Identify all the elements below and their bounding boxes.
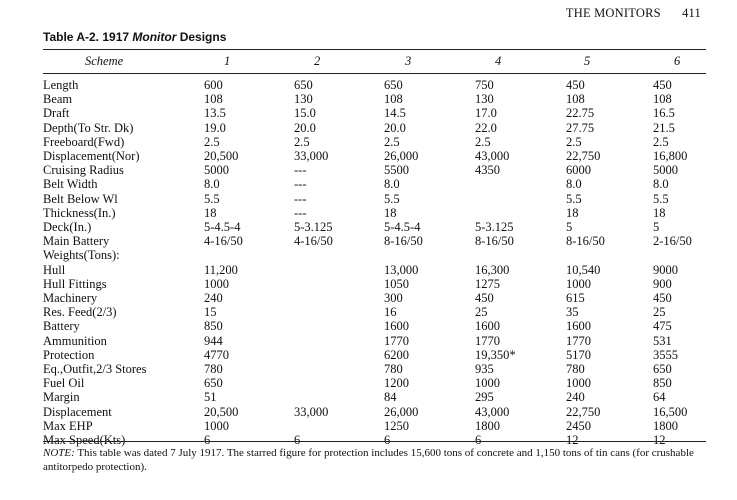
table-cell: 1000	[204, 418, 229, 433]
table-cell: 14.5	[384, 106, 406, 121]
table-cell: 240	[204, 291, 223, 306]
table-cell: 27.75	[566, 120, 595, 135]
row-label: Cruising Radius	[43, 163, 124, 178]
row-label: Main Battery	[43, 234, 110, 249]
table-cell: 1600	[475, 319, 500, 334]
table-note	[43, 446, 713, 474]
table-cell: 1000	[204, 276, 229, 291]
table-cell: 450	[653, 291, 672, 306]
row-label: Belt Width	[43, 177, 98, 192]
table-cell: 33,000	[294, 404, 329, 419]
table-row	[43, 362, 706, 376]
table-cell: 650	[653, 362, 672, 377]
table-cell: 6000	[566, 163, 591, 178]
table-cell: 108	[653, 92, 672, 107]
table-cell	[566, 248, 653, 262]
row-label: Length	[43, 78, 79, 92]
table-cell: 2.5	[204, 134, 220, 149]
header-scheme-2: 2	[314, 54, 321, 68]
table-cell: 20,500	[204, 149, 239, 164]
table-cell: 1770	[566, 333, 591, 348]
table-cell: 20,500	[204, 404, 239, 419]
table-cell: 5	[653, 220, 660, 235]
table-cell: 22.0	[475, 120, 497, 135]
table-cell: 8.0	[653, 177, 669, 192]
table-cell: ---	[294, 205, 307, 220]
table-cell: 5	[566, 220, 573, 235]
table-cell	[294, 362, 384, 376]
row-label: Displacement	[43, 404, 112, 419]
table-row	[43, 163, 706, 177]
table-cell: 22.75	[566, 106, 595, 121]
table-cell: 6	[384, 433, 391, 448]
row-label: Max Speed(Kts)	[43, 433, 126, 448]
table-row	[43, 334, 706, 348]
table-cell: 21.5	[653, 120, 675, 135]
table-cell: 5-4.5-4	[384, 220, 421, 235]
table-cell: 4770	[204, 347, 229, 362]
table-cell: 5000	[204, 163, 229, 178]
table-cell: 108	[384, 92, 403, 107]
table-cell: 900	[653, 276, 672, 291]
designs-table	[43, 78, 706, 447]
table-cell: 8-16/50	[475, 234, 514, 249]
table-cell: 13,000	[384, 262, 419, 277]
table-cell: 295	[475, 390, 494, 405]
table-cell: 5.5	[566, 191, 582, 206]
row-label: Max EHP	[43, 418, 93, 433]
header-scheme-4: 4	[495, 54, 502, 68]
table-cell: 25	[475, 305, 488, 320]
table-cell: 1000	[475, 376, 500, 391]
table-cell	[294, 419, 384, 433]
table-cell: 300	[384, 291, 403, 306]
table-cell: 1000	[566, 376, 591, 391]
row-label: Depth(To Str. Dk)	[43, 120, 134, 135]
row-label: Eq.,Outfit,2/3 Stores	[43, 362, 147, 377]
table-row	[43, 78, 706, 92]
table-cell: 850	[653, 376, 672, 391]
table-cell: 20.0	[294, 120, 316, 135]
table-cell: ---	[294, 177, 307, 192]
table-title	[43, 30, 226, 44]
table-cell: 18	[384, 205, 397, 220]
table-row	[43, 149, 706, 163]
table-cell: 16	[384, 305, 397, 320]
table-cell: 17.0	[475, 106, 497, 121]
bottom-rule	[43, 441, 706, 442]
table-cell: 5.5	[204, 191, 220, 206]
table-cell: 5.5	[384, 191, 400, 206]
table-row	[43, 376, 706, 390]
table-cell: 5-4.5-4	[204, 220, 241, 235]
table-cell: 10,540	[566, 262, 601, 277]
table-row	[43, 390, 706, 404]
table-cell: 15	[204, 305, 217, 320]
table-cell: 5-3.125	[475, 220, 514, 235]
table-row	[43, 192, 706, 206]
row-label: Weights(Tons):	[43, 248, 120, 263]
table-cell	[294, 390, 384, 404]
table-cell	[294, 291, 384, 305]
table-cell: 18	[204, 205, 217, 220]
header-rule	[43, 73, 706, 74]
table-title-prefix: Table A-2. 1917	[43, 30, 133, 44]
table-cell: 1000	[566, 276, 591, 291]
table-cell: 11,200	[204, 262, 238, 277]
row-label: Battery	[43, 319, 80, 334]
table-cell: 650	[204, 376, 223, 391]
row-label: Displacement(Nor)	[43, 149, 140, 164]
table-cell	[475, 177, 566, 191]
table-cell: 84	[384, 390, 397, 405]
table-row	[43, 206, 706, 220]
table-cell: 18	[566, 205, 579, 220]
table-cell: 944	[204, 333, 223, 348]
table-cell: 43,000	[475, 149, 510, 164]
row-label: Margin	[43, 390, 80, 405]
table-cell: 1770	[384, 333, 409, 348]
table-cell: 5170	[566, 347, 591, 362]
table-cell: 450	[653, 78, 672, 92]
table-cell	[475, 206, 566, 220]
table-cell: 475	[653, 319, 672, 334]
row-label: Protection	[43, 347, 95, 362]
table-cell: 8-16/50	[566, 234, 605, 249]
table-cell	[384, 248, 475, 262]
table-cell: 6	[475, 433, 482, 448]
table-cell	[294, 305, 384, 319]
table-row	[43, 405, 706, 419]
table-cell: 1250	[384, 418, 409, 433]
table-cell: 64	[653, 390, 666, 405]
table-cell: 13.5	[204, 106, 226, 121]
table-cell: 2.5	[294, 134, 310, 149]
table-cell: 130	[294, 92, 313, 107]
header-scheme-3: 3	[405, 54, 412, 68]
table-row	[43, 234, 706, 248]
row-label: Res. Feed(2/3)	[43, 305, 117, 320]
table-cell: 2.5	[566, 134, 582, 149]
table-cell	[294, 248, 384, 262]
table-cell: 1600	[566, 319, 591, 334]
table-cell: 8.0	[204, 177, 220, 192]
row-label: Machinery	[43, 291, 98, 306]
table-cell: 19,350*	[475, 347, 516, 362]
table-cell: 108	[566, 92, 585, 107]
table-cell: 8-16/50	[384, 234, 423, 249]
table-cell: 4-16/50	[294, 234, 333, 249]
table-cell	[294, 263, 384, 277]
note-label: NOTE:	[43, 447, 75, 459]
table-row	[43, 106, 706, 120]
table-cell: 780	[384, 362, 403, 377]
table-cell: 650	[294, 78, 313, 92]
row-label: Draft	[43, 106, 70, 121]
table-cell: 1200	[384, 376, 409, 391]
row-label: Hull	[43, 262, 66, 277]
table-cell: 6200	[384, 347, 409, 362]
header-scheme-6: 6	[674, 54, 681, 68]
row-label: Beam	[43, 92, 73, 107]
table-row	[43, 135, 706, 149]
table-cell: ---	[294, 163, 307, 178]
table-cell	[475, 192, 566, 206]
table-header	[43, 54, 706, 70]
table-cell: 5000	[653, 163, 678, 178]
table-cell: 2-16/50	[653, 234, 692, 249]
table-cell: 4350	[475, 163, 500, 178]
table-cell: 5-3.125	[294, 220, 333, 235]
table-cell: 12	[653, 433, 666, 448]
table-cell: 12	[566, 433, 579, 448]
table-row	[43, 277, 706, 291]
table-cell: 450	[475, 291, 494, 306]
table-cell: 1050	[384, 276, 409, 291]
table-cell: 650	[384, 78, 403, 92]
table-cell: 26,000	[384, 149, 419, 164]
table-cell	[294, 334, 384, 348]
running-head	[566, 6, 701, 21]
table-body	[43, 78, 706, 447]
table-row	[43, 177, 706, 191]
table-cell: 22,750	[566, 404, 601, 419]
table-title-suffix: Designs	[176, 30, 227, 44]
table-cell: 1800	[475, 418, 500, 433]
table-cell: 4-16/50	[204, 234, 243, 249]
table-cell: 5500	[384, 163, 409, 178]
table-cell: 2.5	[475, 134, 491, 149]
page-number: 411	[682, 6, 701, 20]
table-cell: 5.5	[653, 191, 669, 206]
table-cell: 750	[475, 78, 494, 92]
table-cell	[294, 277, 384, 291]
table-cell: 16,500	[653, 404, 688, 419]
table-cell: 850	[204, 319, 223, 334]
table-row	[43, 121, 706, 135]
table-row	[43, 248, 706, 262]
table-row	[43, 220, 706, 234]
table-cell: 26,000	[384, 404, 419, 419]
table-cell: 1770	[475, 333, 500, 348]
table-title-italic: Monitor	[132, 30, 177, 44]
table-cell	[204, 248, 294, 262]
table-cell: 6	[204, 433, 211, 448]
table-cell: 3555	[653, 347, 678, 362]
table-row	[43, 319, 706, 333]
row-label: Thickness(In.)	[43, 205, 116, 220]
table-cell: 16.5	[653, 106, 675, 121]
header-scheme-1: 1	[224, 54, 231, 68]
table-row	[43, 419, 706, 433]
header-scheme-5: 5	[584, 54, 591, 68]
table-cell: 35	[566, 305, 579, 320]
table-cell: 108	[204, 92, 223, 107]
table-cell: 600	[204, 78, 223, 92]
table-cell: 22,750	[566, 149, 601, 164]
top-rule	[43, 49, 706, 50]
table-cell: 16,300	[475, 262, 510, 277]
table-cell: 16,800	[653, 149, 688, 164]
row-label: Fuel Oil	[43, 376, 85, 391]
row-label: Deck(In.)	[43, 220, 92, 235]
table-cell: 1600	[384, 319, 409, 334]
table-cell: 6	[294, 433, 301, 448]
table-cell: 531	[653, 333, 672, 348]
table-cell: 9000	[653, 262, 678, 277]
table-cell: 43,000	[475, 404, 510, 419]
table-cell: 1800	[653, 418, 678, 433]
table-cell: 20.0	[384, 120, 406, 135]
table-cell: 18	[653, 205, 666, 220]
table-row	[43, 291, 706, 305]
table-cell: 33,000	[294, 149, 329, 164]
table-cell: 2450	[566, 418, 591, 433]
table-cell: 780	[566, 362, 585, 377]
row-label: Belt Below Wl	[43, 191, 118, 206]
table-cell: 130	[475, 92, 494, 107]
table-row	[43, 263, 706, 277]
table-cell: 2.5	[653, 134, 669, 149]
table-cell	[294, 319, 384, 333]
table-cell: 8.0	[566, 177, 582, 192]
table-cell: ---	[294, 191, 307, 206]
table-cell: 1275	[475, 276, 500, 291]
table-cell: 935	[475, 362, 494, 377]
row-label: Freeboard(Fwd)	[43, 134, 125, 149]
table-cell: 15.0	[294, 106, 316, 121]
table-cell: 19.0	[204, 120, 226, 135]
table-cell: 51	[204, 390, 217, 405]
table-cell	[294, 376, 384, 390]
table-cell	[294, 348, 384, 362]
table-cell: 780	[204, 362, 223, 377]
table-cell: 240	[566, 390, 585, 405]
table-cell: 615	[566, 291, 585, 306]
table-cell: 25	[653, 305, 666, 320]
header-scheme: Scheme	[85, 54, 124, 68]
table-cell	[653, 248, 706, 262]
table-cell: 450	[566, 78, 585, 92]
row-label: Hull Fittings	[43, 276, 107, 291]
table-cell: 2.5	[384, 134, 400, 149]
note-text: This table was dated 7 July 1917. The starred figure for protection includes 15,600 tons of concrete and 1,150 tons of tin cans (for crushable antitorpedo protection).	[43, 447, 694, 473]
table-row	[43, 305, 706, 319]
table-cell	[475, 248, 566, 262]
running-head-title: THE MONITORS	[565, 6, 661, 20]
row-label: Ammunition	[43, 333, 107, 348]
table-row	[43, 92, 706, 106]
table-cell: 8.0	[384, 177, 400, 192]
table-row	[43, 348, 706, 362]
